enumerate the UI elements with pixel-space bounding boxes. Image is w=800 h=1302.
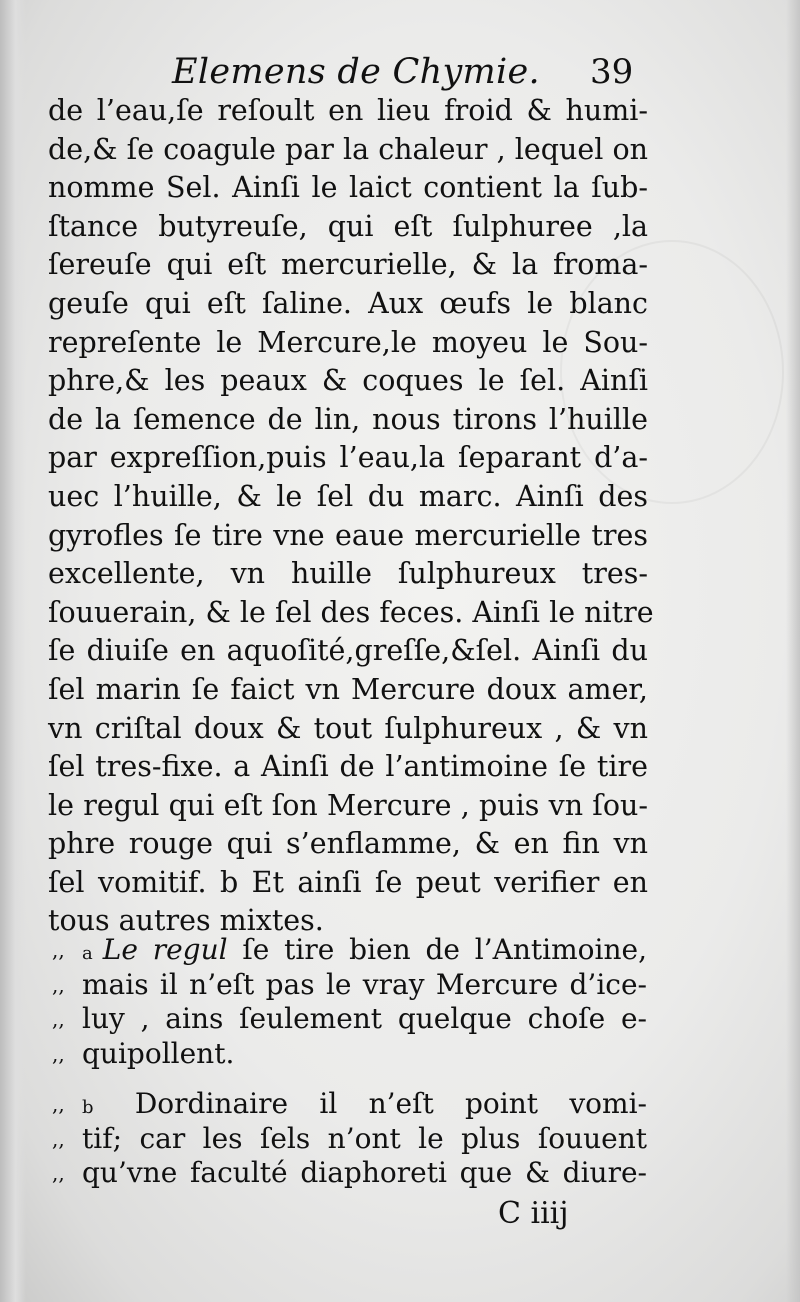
note-mark: a bbox=[82, 943, 93, 964]
note-a bbox=[52, 933, 652, 1071]
note-b bbox=[52, 1087, 652, 1191]
text-line: repreſente le Mercure,le moyeu le Sou- bbox=[48, 325, 648, 359]
note-lemma: Le regul bbox=[102, 933, 228, 966]
text-line: excellente, vn huille ſulphureux tres- bbox=[48, 557, 648, 591]
note-text: qu’vne faculté diaphoreti que & diure- bbox=[82, 1156, 647, 1189]
text-line: ſouuerain, & le ſel des feces. Ainſi le nitre bbox=[48, 595, 654, 629]
note-line bbox=[52, 1156, 652, 1191]
note-mark: b bbox=[82, 1097, 94, 1118]
text-line: de la ſemence de lin, nous tirons l’huille bbox=[48, 402, 648, 436]
marginal-notes bbox=[52, 933, 652, 1207]
note-line bbox=[52, 1002, 652, 1037]
gutter-shadow bbox=[0, 0, 26, 1302]
quote-mark: ,, bbox=[52, 1126, 65, 1151]
page-number: 39 bbox=[590, 52, 634, 92]
note-line bbox=[52, 1087, 652, 1122]
note-line bbox=[52, 933, 652, 968]
text-line: ſereuſe qui eſt mercurielle, & la froma- bbox=[48, 248, 648, 282]
text-line: par expreſſion,puis l’eau,la ſeparant d’a- bbox=[48, 441, 648, 475]
text-line: de l’eau,ſe reſoult en lieu froid & humi- bbox=[48, 94, 648, 127]
text-line: nomme Sel. Ainſi le laict contient la ſub- bbox=[48, 171, 648, 205]
note-text: luy , ains ſeulement quelque choſe e- bbox=[82, 1002, 647, 1035]
text-line: de,& ſe coagule par la chaleur , lequel on bbox=[48, 132, 648, 166]
main-text bbox=[48, 92, 654, 941]
note-line-text bbox=[82, 933, 647, 972]
text-line: phre rouge qui s’enflamme, & en fin vn bbox=[48, 827, 648, 861]
text-line: phre,& les peaux & coques le ſel. Ainſi bbox=[48, 364, 648, 398]
quote-mark: ,, bbox=[52, 1007, 65, 1031]
text-line: geuſe qui eſt ſaline. Aux œufs le blanc bbox=[48, 286, 648, 320]
note-line-text bbox=[82, 1087, 647, 1126]
text-line: uec l’huille, & le ſel du marc. Ainſi des bbox=[48, 479, 648, 513]
note-text: quipollent. bbox=[82, 1036, 235, 1070]
text-line: ſel vomitif. b Et ainſi ſe peut verifier en bbox=[48, 865, 648, 899]
quote-mark: ,, bbox=[52, 938, 65, 962]
quote-mark: ,, bbox=[52, 972, 65, 997]
text-line: tous autres mixtes. bbox=[48, 904, 324, 938]
text-line: vn criſtal doux & tout ſulphureux , & vn bbox=[48, 711, 648, 745]
quote-mark: ,, bbox=[52, 1161, 65, 1185]
text-line: ſtance butyreuſe, qui eſt ſulphuree ,la bbox=[48, 209, 648, 243]
page-edge-shadow bbox=[786, 0, 800, 1302]
note-line bbox=[52, 1037, 652, 1072]
note-line bbox=[52, 968, 652, 1003]
note-text: mais il n’eſt pas le vray Mercure d’ice- bbox=[82, 967, 647, 1001]
note-text: Dordinaire il n’eſt point vomi- bbox=[134, 1087, 647, 1120]
running-title: Elemens de Chymie. bbox=[172, 52, 540, 92]
text-line: le regul qui eſt ſon Mercure , puis vn ſou- bbox=[48, 788, 648, 822]
signature-mark: C iiij bbox=[498, 1196, 569, 1231]
quote-mark: ,, bbox=[52, 1041, 65, 1066]
text-line: ſel tres-fixe. a Ainſi de l’antimoine ſe tire bbox=[48, 750, 648, 784]
text-line: ſel marin ſe faict vn Mercure doux amer, bbox=[48, 672, 648, 706]
note-text: ſe tire bien de l’Antimoine, bbox=[242, 933, 647, 966]
note-text: tif; car les ſels n’ont le plus ſouuent bbox=[82, 1121, 647, 1155]
quote-mark: ,, bbox=[52, 1092, 65, 1116]
text-line: ſe diuiſe en aquoſité,greſſe,&ſel. Ainſi du bbox=[48, 634, 648, 668]
text-line: gyrofles ſe tire vne eaue mercurielle tres bbox=[48, 518, 648, 552]
note-line bbox=[52, 1122, 652, 1157]
